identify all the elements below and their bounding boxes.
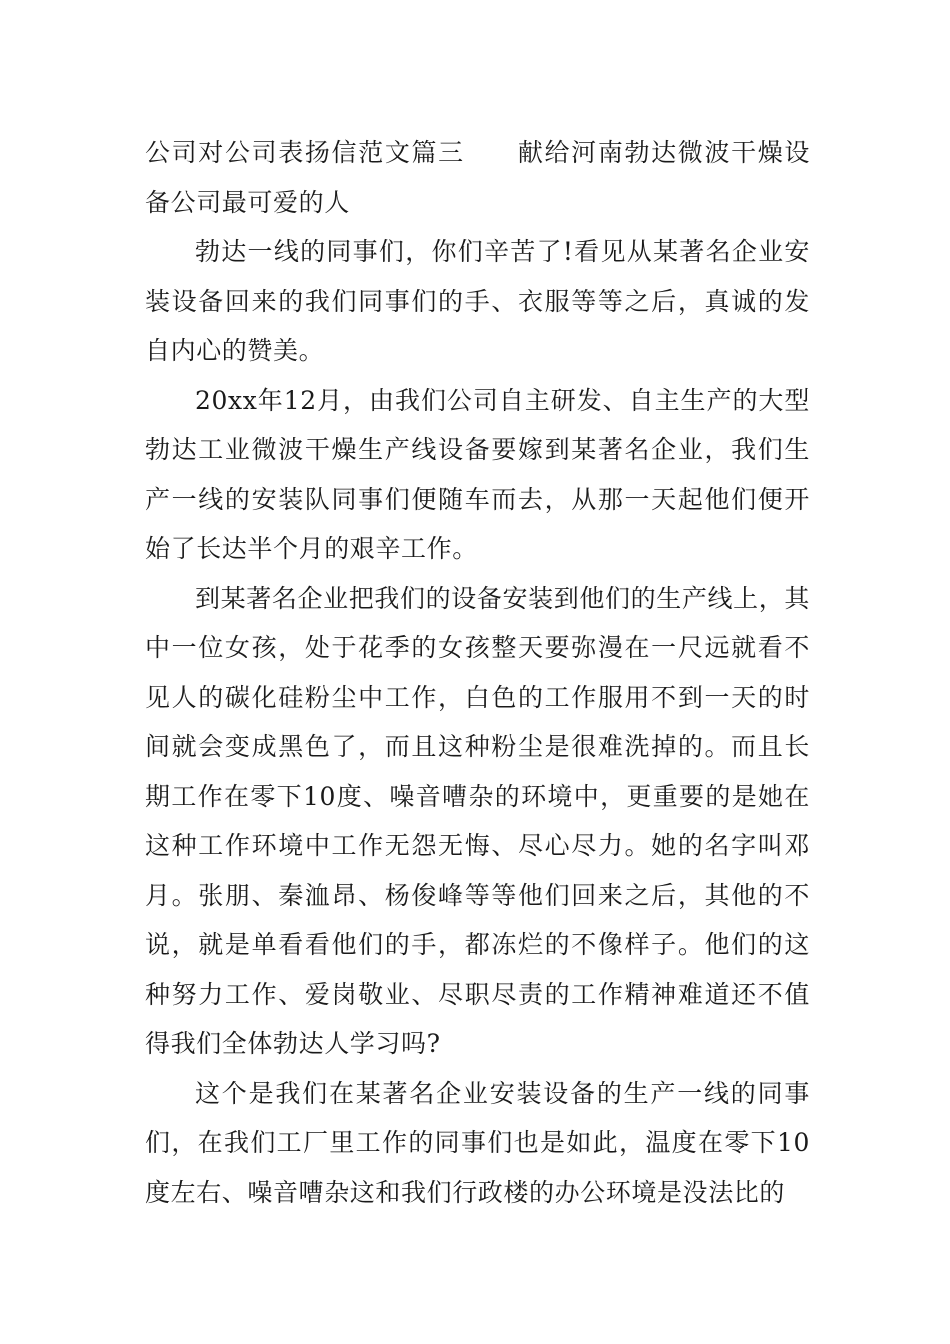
paragraph-1: 勃达一线的同事们，你们辛苦了!看见从某著名企业安装设备回来的我们同事们的手、衣服等等之后，真诚的发自内心的赞美。 — [145, 237, 810, 365]
title-part-2: 献给河南勃达微波干燥设备公司最可爱的人 — [145, 138, 810, 217]
paragraph-2: 20xx年12月，由我们公司自主研发、自主生产的大型勃达工业微波干燥生产线设备要嫁到某著名企业，我们生产一线的安装队同事们便随车而去，从那一天起他们便开始了长达半个月的艰辛工作。 — [145, 385, 810, 563]
document-title — [145, 128, 810, 227]
document-body — [145, 128, 810, 1217]
paragraph-4: 这个是我们在某著名企业安装设备的生产一线的同事们，在我们工厂里工作的同事们也是如此，温度在零下10度左右、噪音嘈杂这和我们行政楼的办公环境是没法比的 — [145, 1078, 810, 1207]
title-part-1: 公司对公司表扬信范文篇三 — [145, 138, 465, 167]
paragraph-3: 到某著名企业把我们的设备安装到他们的生产线上，其中一位女孩，处于花季的女孩整天要弥漫在一尺远就看不见人的碳化硅粉尘中工作，白色的工作服用不到一天的时间就会变成黑色了，而且这种粉尘是很难洗掉的。而且长期工作在零下10度、噪音嘈杂的环境中，更重要的是她在这种工作环境中工作无怨无悔、尽心尽力。她的名字叫邓月。张朋、秦洫昂、杨俊峰等等他们回来之后，其他的不说，就是单看看他们的手，都冻烂的不像样子。他们的这种努力工作、爱岗敬业、尽职尽责的工作精神难道还不值得我们全体勃达人学习吗? — [145, 583, 810, 1058]
